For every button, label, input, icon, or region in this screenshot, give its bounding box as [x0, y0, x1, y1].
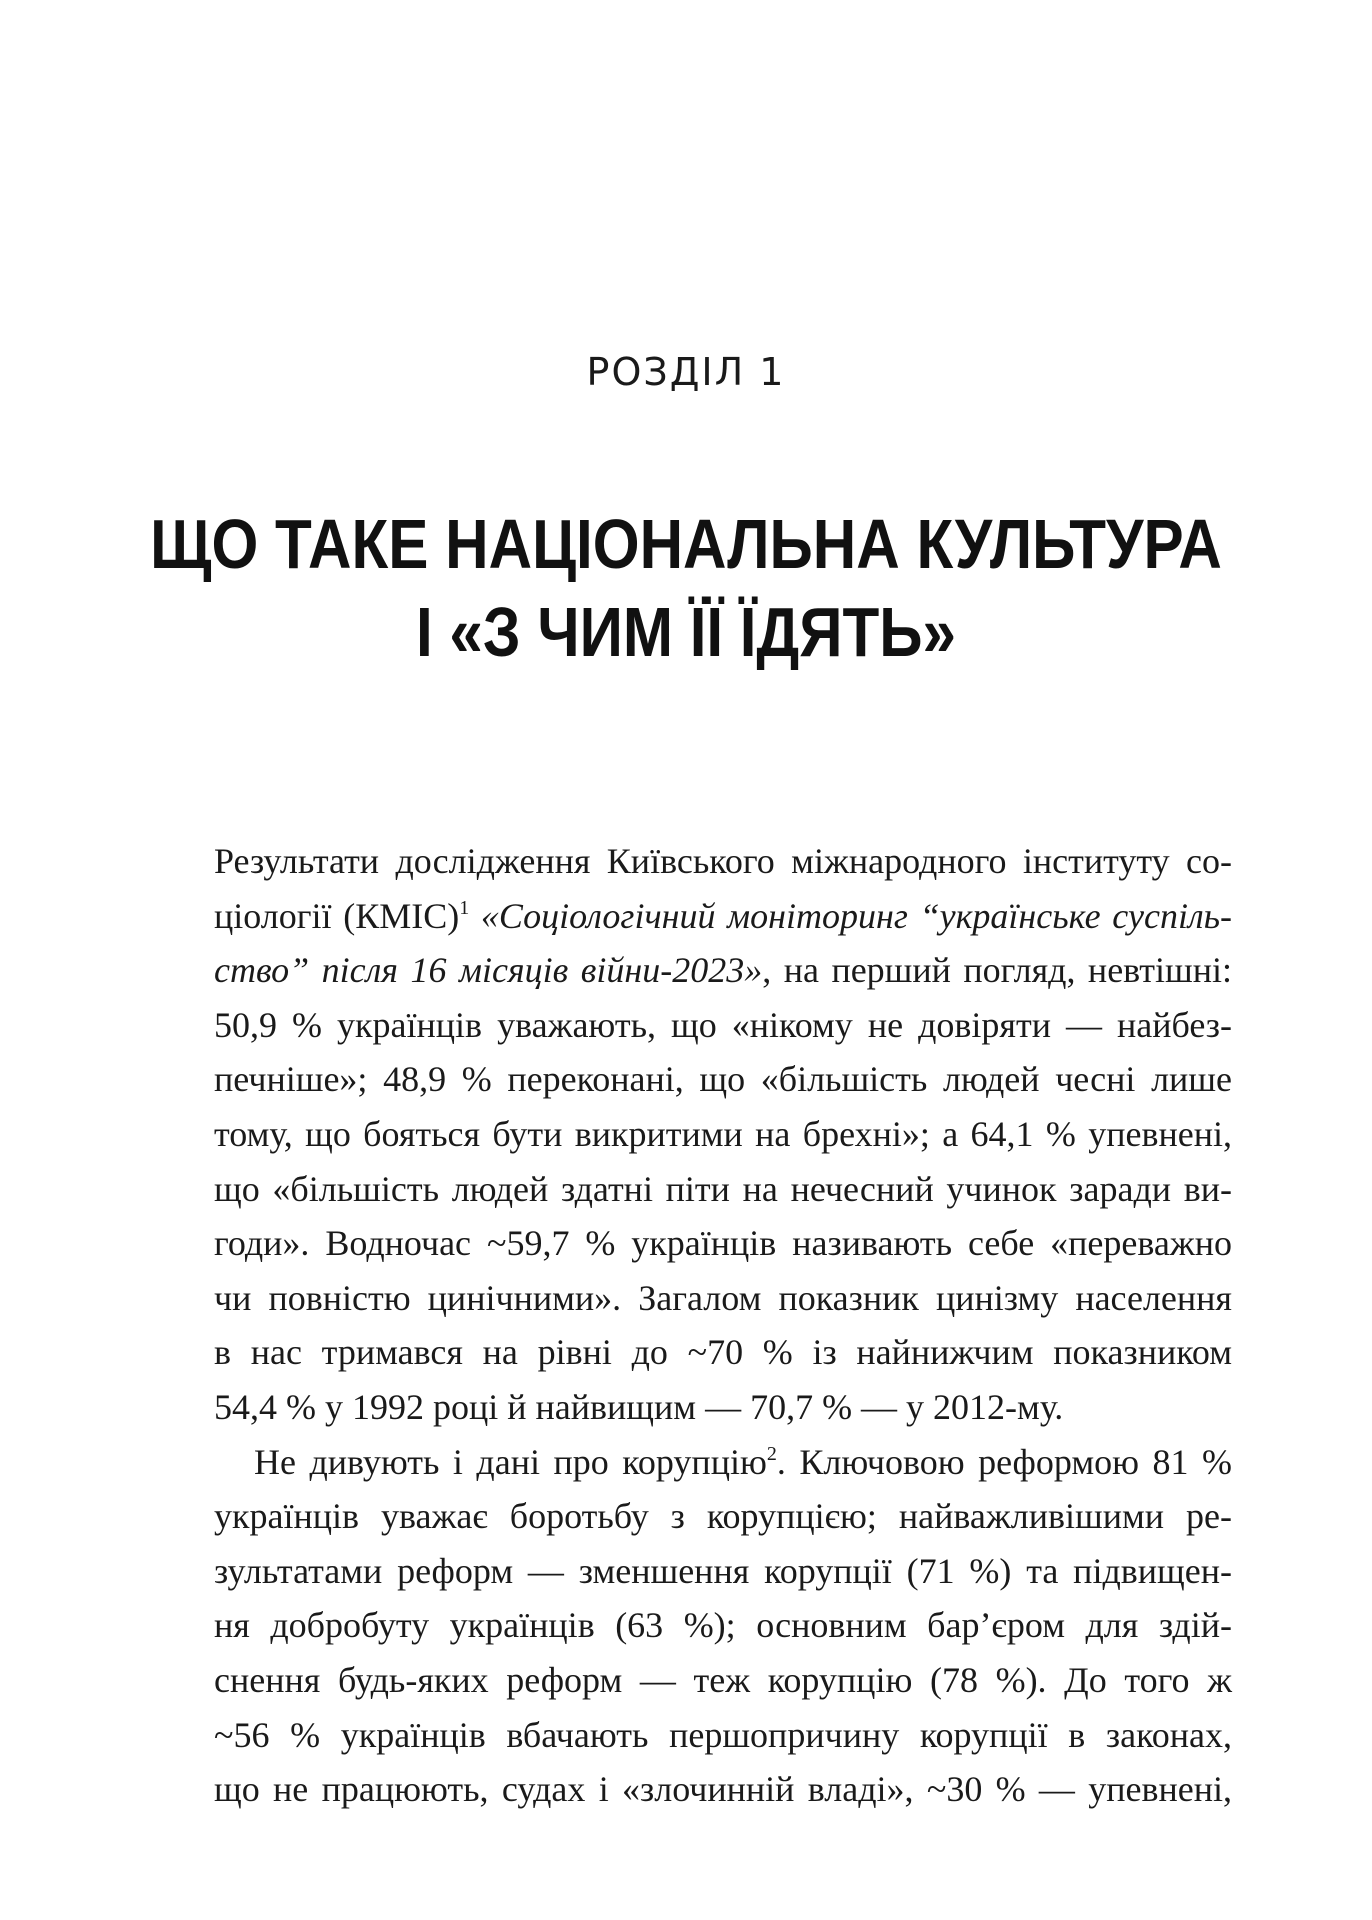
text-line: в нас тримався на рівні до ~70 % із найнижчим показником — [214, 1332, 1232, 1373]
italic-run: «Соціологічний моніторинг “українське суспіль- — [480, 895, 1233, 936]
text-line: що не працюють, судах і «злочинній владі», ~30 % — упевнені, — [214, 1769, 1232, 1810]
text-line — [214, 943, 1232, 998]
chapter-title-line-2: І «З ЧИМ ЇЇ ЇДЯТЬ» — [415, 593, 957, 671]
text-run: ціології (КМІС) — [214, 895, 460, 936]
text-line: годи». Водночас ~59,7 % українців називають себе «переважно — [214, 1223, 1232, 1264]
italic-run: ство” після 16 місяців війни-2023» — [214, 950, 763, 991]
text-line: чи повністю цинічними». Загалом показник цинізму населення — [214, 1277, 1232, 1318]
footnote-ref-2: 2 — [766, 1442, 777, 1465]
text-line: 50,9 % українців уважають, що «нікому не довіряти — найбез- — [214, 1004, 1232, 1045]
text-run: . Ключовою реформою 81 % — [776, 1441, 1232, 1482]
text-line: печніше»; 48,9 % переконані, що «більшість людей чесні лише — [214, 1059, 1232, 1100]
paragraph-1 — [214, 834, 1232, 1435]
text-line — [214, 1435, 1232, 1490]
text-line: ня добробуту українців (63 %); основним бар’єром для здій- — [214, 1605, 1232, 1646]
paragraph-2 — [214, 1435, 1232, 1817]
text-line: зультатами реформ — зменшення корупції (71 %) та підвищен- — [214, 1550, 1232, 1591]
text-line: тому, що бояться бути викритими на брехні»; а 64,1 % упевнені, — [214, 1113, 1232, 1154]
footnote-ref-1: 1 — [459, 896, 470, 919]
text-run — [469, 896, 481, 936]
chapter-label: РОЗДІЛ 1 — [586, 350, 786, 394]
text-line: українців уважає боротьбу з корупцією; найважливішими ре- — [214, 1496, 1232, 1537]
text-line: Результати дослідження Київського міжнародного інституту со- — [214, 841, 1232, 881]
chapter-title-line-1: ЩО ТАКЕ НАЦІОНАЛЬНА КУЛЬТУРА — [150, 505, 1222, 583]
body-text — [214, 834, 1232, 1817]
text-line: снення будь-яких реформ — теж корупцію (78 %). До того ж — [214, 1659, 1232, 1700]
text-line: ~56 % українців вбачають першопричину корупції в законах, — [214, 1714, 1232, 1755]
text-line: 54,4 % у 1992 році й найвищим — 70,7 % — у 2012-му. — [214, 1386, 1064, 1427]
text-run: , на перший погляд, невтішні: — [762, 950, 1232, 991]
text-line: що «більшість людей здатні піти на нечесний учинок заради ви- — [214, 1168, 1232, 1209]
chapter-title — [96, 500, 1276, 676]
text-run: Не дивують і дані про корупцію — [254, 1441, 767, 1482]
text-line — [214, 889, 1232, 944]
